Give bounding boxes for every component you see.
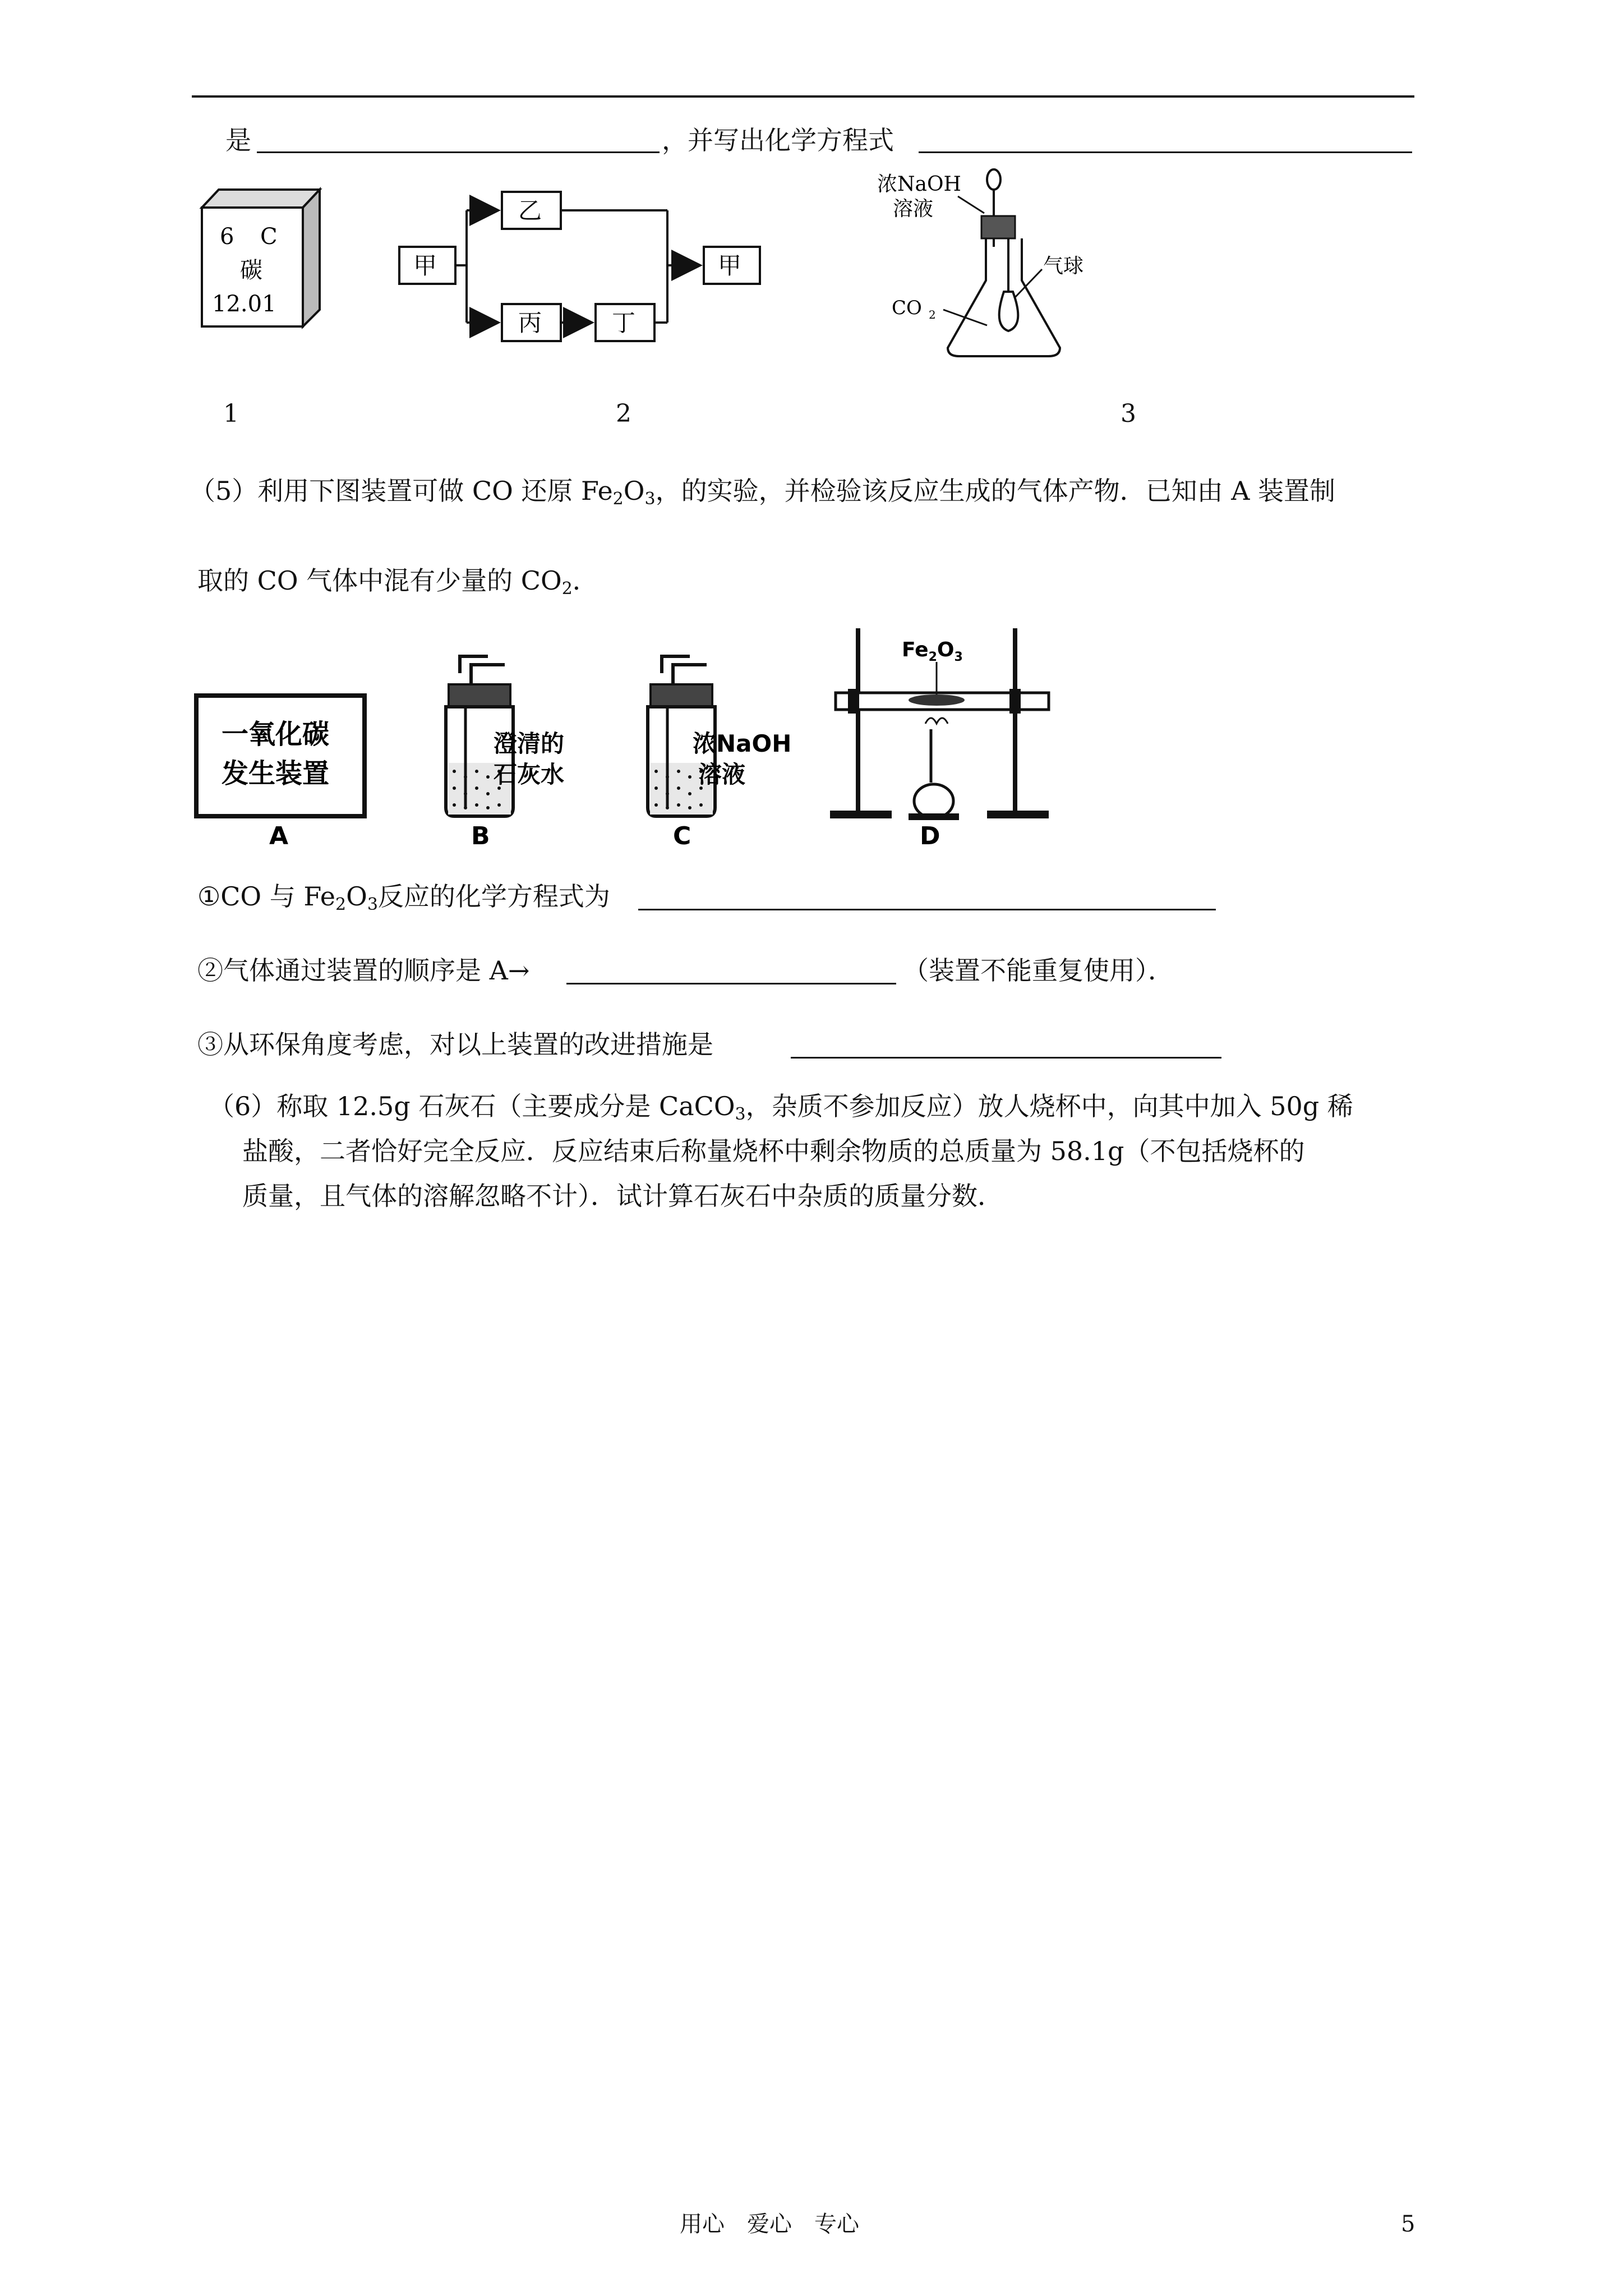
q6-line1: （6）称取 12.5g 石灰石（主要成分是 CaCO$_3$，杂质不参加反应）放人烧杯中，向其中加入 50g 稀 [209,1091,1353,1124]
flask-gas-label: CO [892,297,922,319]
figure-caption-2: 2 [616,399,631,428]
q5-sub1: ①CO 与 $Fe_2O_3$反应的化学方程式为 [197,881,610,914]
answer-blank-1[interactable] [257,151,660,153]
footer-motto: 用心 爱心 专心 [680,2211,859,2237]
q5-sub2-prefix: ②气体通过装置的顺序是 A→ [197,955,530,986]
apparatus-label-b: B [471,822,490,847]
substance-flow-diagram [393,185,796,348]
flow-end-label: 甲 [718,252,742,279]
page-number: 5 [1401,2211,1415,2237]
answer-blank-improvement[interactable] [791,1057,1221,1059]
apparatus-a-text2: 发生装置 [222,758,330,789]
co-reduction-apparatus-figure [191,623,1077,847]
flow-lower1-label: 丙 [518,309,542,337]
top-line-prefix: 是 [225,125,251,155]
apparatus-label-d: D [920,822,940,847]
figure-caption-3: 3 [1121,399,1136,428]
top-line-mid: ，并写出化学方程式 [662,125,894,155]
element-name: 碳 [240,257,262,283]
flow-upper-label: 乙 [518,197,542,224]
answer-blank-order[interactable] [566,983,896,984]
q5-sub2-suffix: （装置不能重复使用）． [903,955,1174,986]
flow-start-label: 甲 [413,252,437,279]
apparatus-b-text2: 石灰水 [494,761,565,788]
element-number: 6 [220,224,234,250]
q5-line1: （5）利用下图装置可做 CO 还原 $Fe_2O_3$，的实验，并检验该反应生成的气体产物．已知由 A 装置制 [190,476,1336,509]
element-symbol: C [260,224,278,250]
flask-reagent-line1: 浓NaOH [877,173,961,196]
q5-line2: 取的 CO 气体中混有少量的 $CO_2$． [197,565,598,599]
co2-flask-balloon-figure [875,163,1110,365]
q6-line3: 质量，且气体的溶解忽略不计）．试计算石灰石中杂质的质量分数． [242,1181,1003,1211]
apparatus-label-c: C [673,822,691,847]
flask-balloon-label: 气球 [1043,255,1084,278]
element-mass: 12.01 [212,291,276,317]
apparatus-c-text2: 溶液 [698,761,746,788]
apparatus-c-text1: 浓NaOH [693,730,792,757]
flask-reagent-line2: 溶液 [893,197,934,220]
header-rule [192,95,1414,98]
flow-lower2-label: 丁 [612,309,636,337]
svg-text:2: 2 [929,308,936,321]
q5-sub3: ③从环保角度考虑，对以上装置的改进措施是 [197,1029,713,1060]
figure-caption-1: 1 [223,399,239,428]
q6-line2: 盐酸，二者恰好完全反应．反应结束后称量烧杯中剩余物质的总质量为 58.1g（不包括烧杯的 [242,1136,1305,1166]
apparatus-a-text1: 一氧化碳 [222,719,330,750]
apparatus-d-text: $Fe_2O_3$ [902,638,963,664]
carbon-element-card-figure [197,185,332,331]
answer-blank-equation[interactable] [638,909,1216,910]
apparatus-label-a: A [269,822,289,847]
answer-blank-2[interactable] [919,151,1412,153]
apparatus-b-text1: 澄清的 [494,730,565,757]
